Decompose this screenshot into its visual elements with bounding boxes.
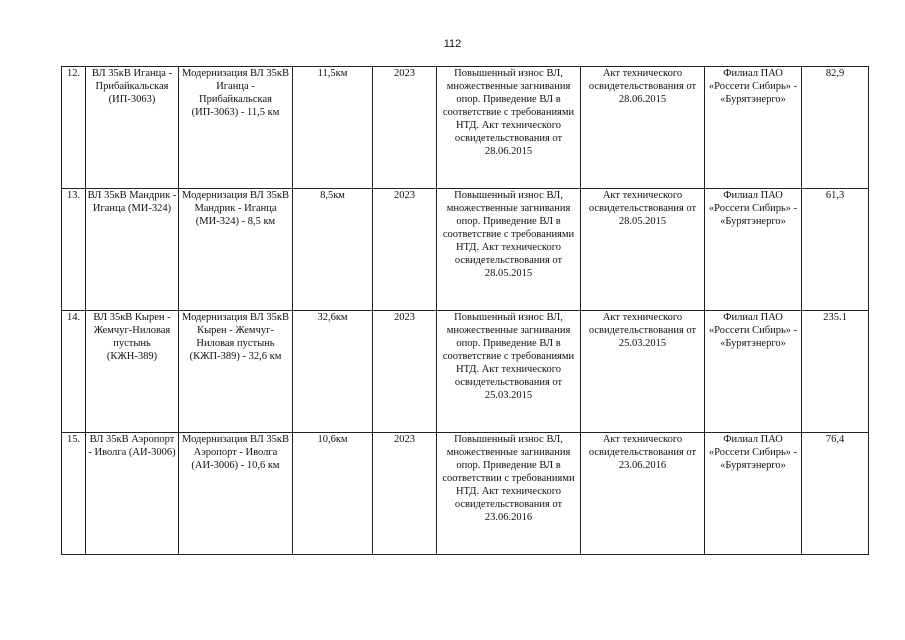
page-number: 112 — [443, 38, 462, 50]
row-number: 13. — [62, 189, 86, 311]
inspection-act: Акт технического освидетельствования от 23.06.2016 — [581, 433, 705, 555]
row-number: 15. — [62, 433, 86, 555]
year: 2023 — [373, 433, 437, 555]
work-description: Модернизация ВЛ 35кВ Кырен - Жемчуг-Ниловая пустынь (КЖП-389) - 32,6 км — [179, 311, 293, 433]
line-length: 8,5км — [293, 189, 373, 311]
table-row — [62, 67, 869, 189]
work-description: Модернизация ВЛ 35кВ Иганца - Прибайкальская (ИП-3063) - 11,5 км — [179, 67, 293, 189]
line-name: ВЛ 35кВ Аэропорт - Иволга (АИ-3006) — [86, 433, 179, 555]
row-number: 14. — [62, 311, 86, 433]
investment-table — [61, 66, 869, 555]
year: 2023 — [373, 189, 437, 311]
year: 2023 — [373, 67, 437, 189]
line-name: ВЛ 35кВ Иганца - Прибайкальская (ИП-3063) — [86, 67, 179, 189]
reason: Повышенный износ ВЛ, множественные загнивания опор. Приведение ВЛ в соответствие с требованиями НТД. Акт технического освидетельствования от 28.05.2015 — [437, 189, 581, 311]
value: 76,4 — [802, 433, 869, 555]
line-length: 10,6км — [293, 433, 373, 555]
reason: Повышенный износ ВЛ, множественные загнивания опор. Приведение ВЛ в соответствии с требованиями НТД. Акт технического освидетельствования от 23.06.2016 — [437, 433, 581, 555]
inspection-act: Акт технического освидетельствования от 28.05.2015 — [581, 189, 705, 311]
work-description: Модернизация ВЛ 35кВ Мандрик - Иганца (МИ-324) - 8,5 км — [179, 189, 293, 311]
inspection-act: Акт технического освидетельствования от 25.03.2015 — [581, 311, 705, 433]
row-number: 12. — [62, 67, 86, 189]
line-name: ВЛ 35кВ Мандрик - Иганца (МИ-324) — [86, 189, 179, 311]
organization: Филиал ПАО «Россети Сибирь» - «Бурятэнерго» — [705, 67, 802, 189]
value: 61,3 — [802, 189, 869, 311]
table-row — [62, 189, 869, 311]
table-row — [62, 433, 869, 555]
organization: Филиал ПАО «Россети Сибирь» - «Бурятэнерго» — [705, 311, 802, 433]
value: 82,9 — [802, 67, 869, 189]
work-description: Модернизация ВЛ 35кВ Аэропорт - Иволга (АИ-3006) - 10,6 км — [179, 433, 293, 555]
inspection-act: Акт технического освидетельствования от 28.06.2015 — [581, 67, 705, 189]
organization: Филиал ПАО «Россети Сибирь» - «Бурятэнерго» — [705, 433, 802, 555]
value: 235.1 — [802, 311, 869, 433]
organization: Филиал ПАО «Россети Сибирь» - «Бурятэнерго» — [705, 189, 802, 311]
table-row — [62, 311, 869, 433]
year: 2023 — [373, 311, 437, 433]
line-length: 32,6км — [293, 311, 373, 433]
line-name: ВЛ 35кВ Кырен - Жемчуг-Ниловая пустынь (КЖН-389) — [86, 311, 179, 433]
reason: Повышенный износ ВЛ, множественные загнивания опор. Приведение ВЛ в соответствие с требованиями НТД. Акт технического освидетельствования от 28.06.2015 — [437, 67, 581, 189]
line-length: 11,5км — [293, 67, 373, 189]
reason: Повышенный износ ВЛ, множественные загнивания опор. Приведение ВЛ в соответствие с требованиями НТД. Акт технического освидетельствования от 25.03.2015 — [437, 311, 581, 433]
